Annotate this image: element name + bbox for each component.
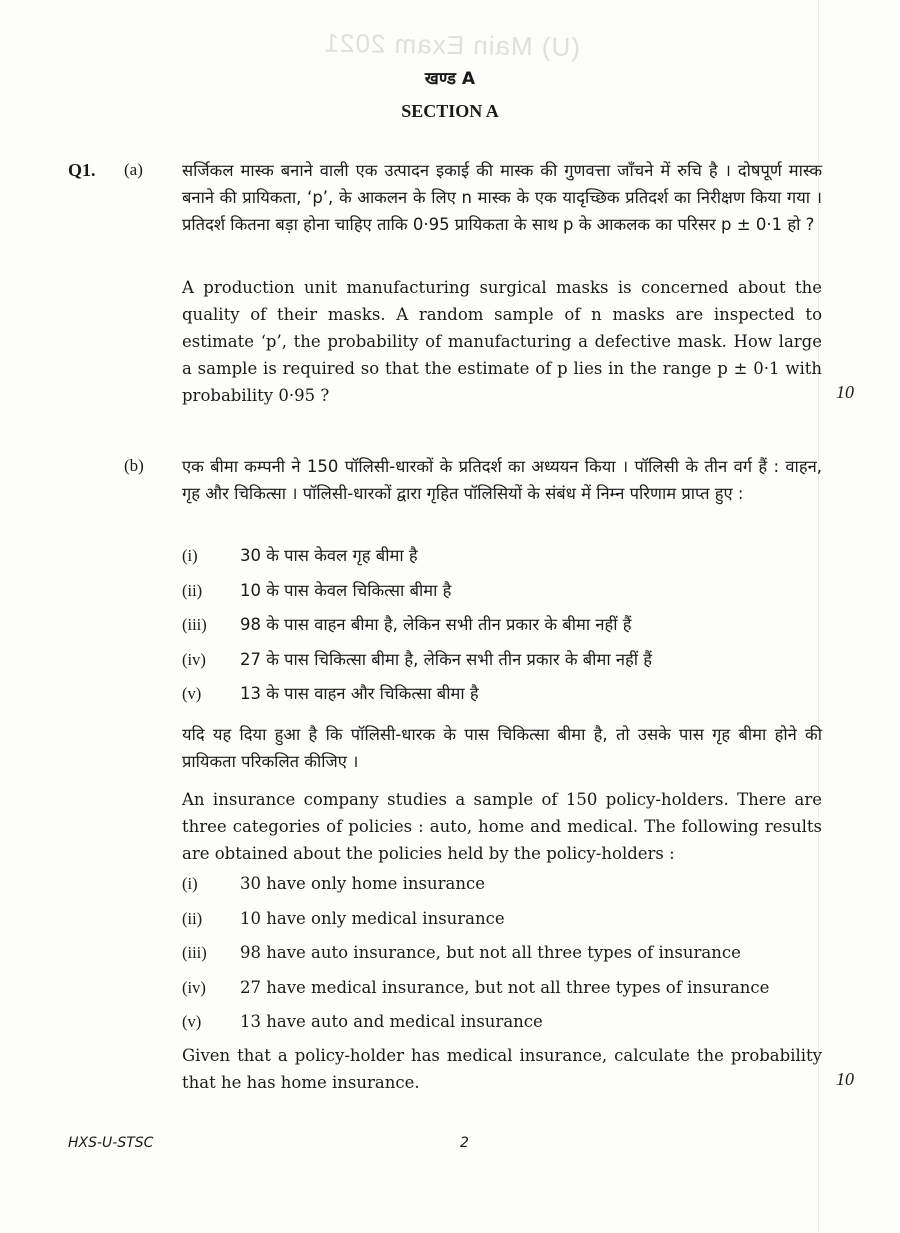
list-item: [182, 611, 822, 646]
list-item: [182, 905, 822, 940]
part-b-marks: 10: [836, 1069, 854, 1089]
list-item: [182, 1008, 822, 1043]
list-item-number: (ii): [182, 580, 203, 600]
part-a-hindi-text: सर्जिकल मास्क बनाने वाली एक उत्पादन इकाई की मास्क की गुणवत्ता जाँचने में रुचि है । दोषपूर्ण मास्क बनाने की प्रायिकता, ‘p’, के आकलन के लिए n मास्क के एक यादृच्छिक प्रतिदर्श का निरीक्षण किया गया । प्रतिदर्श कितना बड़ा होना चाहिए ताकि 0·95 प्रायिकता के साथ p के आकलक का परिसर p ± 0·1 हो ?: [182, 161, 822, 234]
list-item: [182, 577, 822, 612]
paper-code: HXS-U-STSC: [68, 1135, 154, 1151]
part-b-english-list: [182, 870, 822, 1043]
list-item-number: (i): [182, 874, 198, 893]
page-number: 2: [460, 1135, 469, 1151]
list-item: [182, 974, 822, 1009]
section-title-english: SECTION A: [401, 101, 499, 121]
list-item-number: (iv): [182, 977, 206, 997]
part-a-marks: 10: [836, 382, 854, 402]
part-b-hindi-question: यदि यह दिया हुआ है कि पॉलिसी-धारक के पास चिकित्सा बीमा है, तो उसके पास गृह बीमा होने की प्रायिकता परिकलित कीजिए ।: [182, 725, 822, 771]
part-b-english-intro: An insurance company studies a sample of 150 policy-holders. There are three categories of policies : auto, home and medical. The following results are obtained about the policies held by the policy-holders :: [182, 790, 822, 863]
list-item-number: (ii): [182, 908, 203, 928]
question-number: Q1.: [68, 160, 96, 180]
list-item-text: 13 के पास वाहन और चिकित्सा बीमा है: [240, 684, 479, 703]
part-a-label: (a): [124, 160, 143, 179]
list-item-text: 13 have auto and medical insurance: [240, 1012, 543, 1031]
list-item-text: 10 have only medical insurance: [240, 908, 505, 928]
part-b-hindi-intro: एक बीमा कम्पनी ने 150 पॉलिसी-धारकों के प्रतिदर्श का अध्ययन किया । पॉलिसी के तीन वर्ग हैं : वाहन, गृह और चिकित्सा । पॉलिसी-धारकों द्वारा गृहित पॉलिसियों के संबंध में निम्न परिणाम प्राप्त हुए :: [182, 457, 822, 503]
list-item-text: 27 have medical insurance, but not all three types of insurance: [240, 977, 770, 997]
part-b-english-question: Given that a policy-holder has medical insurance, calculate the probability that he has home insurance.: [182, 1046, 822, 1092]
list-item: [182, 680, 822, 715]
list-item: [182, 542, 822, 577]
list-item-number: (i): [182, 546, 198, 565]
list-item-text: 30 के पास केवल गृह बीमा है: [240, 546, 418, 565]
list-item-text: 30 have only home insurance: [240, 874, 486, 893]
list-item: [182, 870, 822, 905]
section-title-hindi: खण्ड A: [424, 69, 476, 89]
list-item-text: 98 have auto insurance, but not all three types of insurance: [240, 943, 741, 962]
list-item-text: 98 के पास वाहन बीमा है, लेकिन सभी तीन प्रकार के बीमा नहीं हैं: [240, 615, 632, 634]
list-item-number: (iii): [182, 615, 207, 634]
list-item-number: (iii): [182, 943, 207, 962]
list-item-number: (v): [182, 1012, 202, 1031]
list-item-text: 10 के पास केवल चिकित्सा बीमा है: [240, 580, 452, 600]
part-b-label: (b): [124, 456, 144, 475]
list-item-number: (v): [182, 684, 202, 703]
part-b-hindi-list: [182, 542, 822, 715]
list-item: [182, 646, 822, 681]
list-item-text: 27 के पास चिकित्सा बीमा है, लेकिन सभी तीन प्रकार के बीमा नहीं हैं: [240, 649, 653, 669]
list-item-number: (iv): [182, 649, 206, 669]
list-item: [182, 939, 822, 974]
faint-watermark-text: (U) Main Exam 2021: [323, 27, 581, 63]
part-a-english-text: A production unit manufacturing surgical masks is concerned about the quality of their masks. A random sample of n masks are inspected to estimate ‘p’, the probability of manufacturing a defective mask. How large a sample is required so that the estimate of p lies in the range p ± 0·1 with probability 0·95 ?: [182, 278, 822, 405]
